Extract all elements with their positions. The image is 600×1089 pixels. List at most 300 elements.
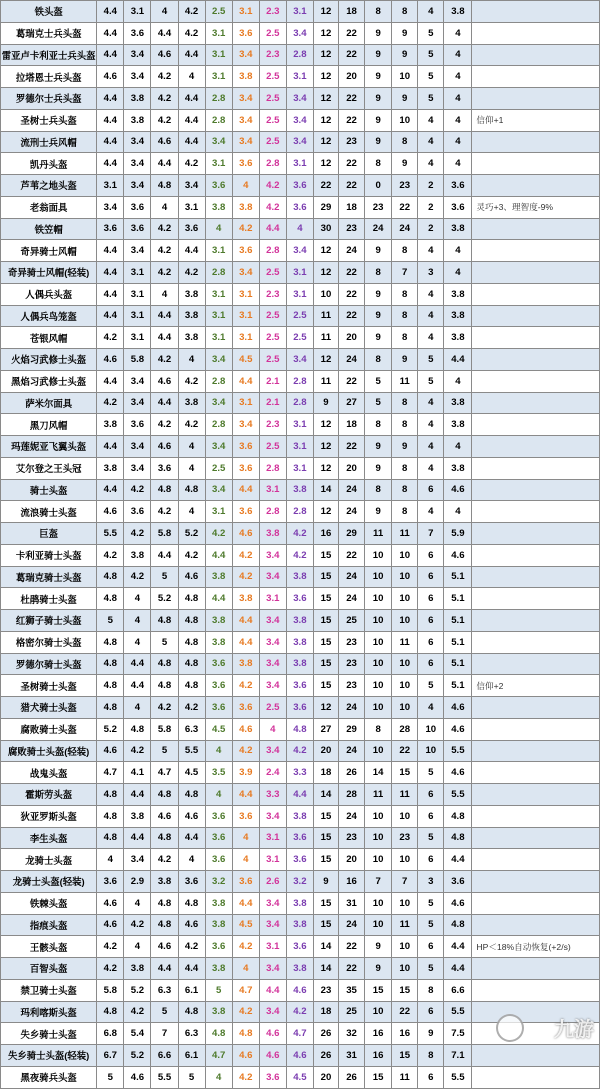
stat-cell: 4.6: [151, 805, 178, 827]
stat-cell: 25: [339, 610, 365, 632]
stat-cell: 4.2: [151, 109, 178, 131]
stat-cell: 6.7: [97, 1045, 124, 1067]
stat-cell: 10: [365, 566, 392, 588]
stat-cell: 4: [232, 175, 259, 197]
stat-cell: 3.6: [97, 218, 124, 240]
helmet-name-cell: 红狮子骑士头盔: [1, 610, 97, 632]
stat-cell: 5: [418, 914, 444, 936]
stat-cell: 4.8: [97, 631, 124, 653]
stat-cell: 4.4: [97, 370, 124, 392]
stat-cell: 2.4: [259, 762, 286, 784]
stat-cell: 3.4: [259, 1001, 286, 1023]
stat-cell: 3.6: [232, 457, 259, 479]
stat-cell: 3.6: [232, 153, 259, 175]
stat-cell: 3.1: [124, 327, 151, 349]
stat-cell: 6: [418, 479, 444, 501]
stat-cell: 12: [313, 109, 338, 131]
stat-cell: 10: [392, 544, 418, 566]
stat-cell: 29: [339, 523, 365, 545]
stat-cell: 4.4: [232, 631, 259, 653]
stat-cell: 6: [418, 805, 444, 827]
stat-cell: 3.8: [286, 631, 313, 653]
stat-cell: 3: [418, 262, 444, 284]
stat-cell: 4.4: [124, 653, 151, 675]
effect-note-cell: [472, 436, 600, 458]
helmet-name-cell: 玛莲妮亚飞翼头盔: [1, 436, 97, 458]
stat-cell: 8: [392, 501, 418, 523]
stat-cell: 3.8: [124, 88, 151, 110]
stat-cell: 29: [313, 196, 338, 218]
stat-cell: 5: [418, 66, 444, 88]
stat-cell: 4.5: [232, 914, 259, 936]
stat-cell: 5: [418, 762, 444, 784]
stat-cell: 23: [392, 175, 418, 197]
stat-cell: 2.8: [205, 109, 232, 131]
stat-cell: 4.6: [232, 1045, 259, 1067]
helmet-name-cell: 流浪骑士头盔: [1, 501, 97, 523]
stat-cell: 3.4: [205, 436, 232, 458]
stat-cell: 3.8: [124, 805, 151, 827]
stat-cell: 5.2: [124, 1045, 151, 1067]
stat-cell: 24: [339, 740, 365, 762]
stat-cell: 5: [418, 675, 444, 697]
stat-cell: 4: [232, 958, 259, 980]
stat-cell: 9: [392, 349, 418, 371]
stat-cell: 4.8: [151, 479, 178, 501]
stat-cell: 6.3: [151, 979, 178, 1001]
stat-cell: 3.4: [259, 631, 286, 653]
stat-cell: 4.4: [97, 1, 124, 23]
stat-cell: 3.8: [151, 871, 178, 893]
effect-note-cell: [472, 305, 600, 327]
stat-cell: 3.1: [124, 262, 151, 284]
helmet-name-cell: 霍斯劳头盔: [1, 784, 97, 806]
stat-cell: 4: [124, 631, 151, 653]
stat-cell: 10: [365, 740, 392, 762]
stat-cell: 9: [365, 457, 392, 479]
stat-cell: 15: [313, 566, 338, 588]
stat-cell: 10: [365, 892, 392, 914]
stat-cell: 9: [365, 283, 392, 305]
stat-cell: 22: [392, 740, 418, 762]
stat-cell: 15: [365, 1066, 392, 1088]
stat-cell: 3.8: [205, 631, 232, 653]
stat-cell: 2: [418, 175, 444, 197]
stat-cell: 24: [339, 697, 365, 719]
stat-cell: 4.8: [97, 588, 124, 610]
stat-cell: 9: [365, 240, 392, 262]
helmet-name-cell: 人偶兵头盔: [1, 283, 97, 305]
stat-cell: 4.2: [259, 175, 286, 197]
table-row: [1, 501, 600, 523]
effect-note-cell: [472, 22, 600, 44]
watermark-text: 九游: [554, 1017, 594, 1041]
stat-cell: 3.1: [97, 175, 124, 197]
stat-cell: 4.4: [232, 370, 259, 392]
stat-cell: 3.1: [205, 501, 232, 523]
stat-cell: 3.6: [205, 936, 232, 958]
stat-cell: 3.4: [286, 240, 313, 262]
stat-cell: 3.1: [232, 392, 259, 414]
stat-cell: 3.4: [286, 22, 313, 44]
stat-cell: 4.4: [232, 610, 259, 632]
stat-cell: 3.1: [205, 283, 232, 305]
stat-cell: 3.6: [178, 871, 205, 893]
stat-cell: 4.4: [97, 109, 124, 131]
table-row: [1, 175, 600, 197]
stat-cell: 4.2: [286, 523, 313, 545]
stat-cell: 3.8: [205, 914, 232, 936]
stat-cell: 3.8: [178, 327, 205, 349]
stat-cell: 32: [339, 1023, 365, 1045]
stat-cell: 22: [339, 153, 365, 175]
stat-cell: 2.8: [286, 370, 313, 392]
stat-cell: 3.1: [259, 827, 286, 849]
stat-cell: 2.8: [259, 240, 286, 262]
stat-cell: 12: [313, 22, 338, 44]
stat-cell: 2.1: [259, 392, 286, 414]
stat-cell: 10: [418, 718, 444, 740]
stat-cell: 2.5: [205, 457, 232, 479]
stat-cell: 9: [365, 44, 392, 66]
stat-cell: 4.6: [151, 436, 178, 458]
stat-cell: 4.7: [205, 1045, 232, 1067]
helmet-name-cell: 龙骑士头盔(轻装): [1, 871, 97, 893]
stat-cell: 4.2: [178, 1, 205, 23]
effect-note-cell: [472, 610, 600, 632]
stat-cell: 5.5: [444, 740, 472, 762]
stat-cell: 8: [365, 1, 392, 23]
stat-cell: 4.4: [151, 22, 178, 44]
stat-cell: 10: [392, 653, 418, 675]
stat-cell: 4.4: [97, 305, 124, 327]
stat-cell: 8: [365, 262, 392, 284]
effect-note-cell: [472, 131, 600, 153]
effect-note-cell: [472, 479, 600, 501]
stat-cell: 4: [444, 262, 472, 284]
effect-note-cell: [472, 849, 600, 871]
stat-cell: 11: [313, 327, 338, 349]
stat-cell: 3.1: [205, 327, 232, 349]
effect-note-cell: [472, 588, 600, 610]
stat-cell: 8: [365, 153, 392, 175]
stat-cell: 9: [365, 958, 392, 980]
stat-cell: 4: [124, 936, 151, 958]
stat-cell: 23: [339, 631, 365, 653]
stat-cell: 4.2: [232, 566, 259, 588]
stat-cell: 3.8: [232, 196, 259, 218]
stat-cell: 4: [97, 849, 124, 871]
stat-cell: 11: [365, 523, 392, 545]
table-row: [1, 457, 600, 479]
helmet-name-cell: 铁头盔: [1, 1, 97, 23]
stat-cell: 4: [418, 414, 444, 436]
stat-cell: 4.8: [97, 1001, 124, 1023]
stat-cell: 6: [418, 936, 444, 958]
stat-cell: 4: [178, 849, 205, 871]
stat-cell: 3.6: [178, 218, 205, 240]
stat-cell: 3.4: [124, 436, 151, 458]
stat-cell: 15: [392, 762, 418, 784]
stat-cell: 3.6: [286, 196, 313, 218]
stat-cell: 10: [392, 805, 418, 827]
stat-cell: 4.8: [97, 697, 124, 719]
table-row: [1, 327, 600, 349]
stat-cell: 4: [444, 436, 472, 458]
stat-cell: 4: [151, 283, 178, 305]
stat-cell: 4.4: [178, 958, 205, 980]
stat-cell: 6.3: [178, 1023, 205, 1045]
stat-cell: 2.5: [259, 22, 286, 44]
helmet-name-cell: 腐败骑士头盔(轻装): [1, 740, 97, 762]
stat-cell: 4.4: [97, 88, 124, 110]
helmet-name-cell: 人偶兵鸟笼盔: [1, 305, 97, 327]
stat-cell: 3.1: [259, 479, 286, 501]
stat-cell: 4.2: [151, 218, 178, 240]
stat-cell: 24: [339, 240, 365, 262]
stat-cell: 4: [205, 784, 232, 806]
table-row: [1, 44, 600, 66]
stat-cell: 3.4: [259, 740, 286, 762]
stat-cell: 3.3: [259, 784, 286, 806]
stat-cell: 11: [392, 914, 418, 936]
stat-cell: 5: [151, 631, 178, 653]
stat-cell: 4: [124, 588, 151, 610]
stat-cell: 3.4: [259, 958, 286, 980]
stat-cell: 3.1: [232, 327, 259, 349]
stat-cell: 5: [97, 610, 124, 632]
stat-cell: 11: [392, 523, 418, 545]
stat-cell: 3.6: [232, 240, 259, 262]
stat-cell: 4.4: [178, 109, 205, 131]
stat-cell: 27: [339, 392, 365, 414]
stat-cell: 4.8: [151, 892, 178, 914]
table-row: [1, 22, 600, 44]
stat-cell: 3.8: [205, 958, 232, 980]
stat-cell: 4: [444, 109, 472, 131]
helmet-name-cell: 黑刀风帽: [1, 414, 97, 436]
stat-cell: 15: [392, 1045, 418, 1067]
table-row: [1, 262, 600, 284]
stat-cell: 3.8: [286, 914, 313, 936]
stat-cell: 24: [339, 914, 365, 936]
helmet-name-cell: 格密尔骑士头盔: [1, 631, 97, 653]
stat-cell: 3.1: [232, 283, 259, 305]
stat-cell: 7: [365, 871, 392, 893]
stat-cell: 3.4: [232, 414, 259, 436]
stat-cell: 3.4: [97, 196, 124, 218]
table-row: [1, 762, 600, 784]
stat-cell: 3.1: [286, 414, 313, 436]
table-row: [1, 653, 600, 675]
table-row: [1, 392, 600, 414]
stat-cell: 2.5: [259, 262, 286, 284]
stat-cell: 4.4: [205, 544, 232, 566]
stat-cell: 2.5: [286, 305, 313, 327]
stat-cell: 22: [339, 109, 365, 131]
stat-cell: 10: [365, 610, 392, 632]
stat-cell: 4.7: [97, 762, 124, 784]
stat-cell: 5.8: [97, 979, 124, 1001]
stat-cell: 9: [392, 44, 418, 66]
stat-cell: 2.3: [259, 1, 286, 23]
stat-cell: 3.8: [444, 392, 472, 414]
helmet-name-cell: 巨盔: [1, 523, 97, 545]
stat-cell: 3.8: [444, 283, 472, 305]
effect-note-cell: [472, 762, 600, 784]
stat-cell: 8: [392, 305, 418, 327]
stat-cell: 5: [97, 1066, 124, 1088]
stat-cell: 3.4: [259, 566, 286, 588]
stat-cell: 3.4: [124, 175, 151, 197]
stat-cell: 4.2: [286, 740, 313, 762]
table-row: [1, 805, 600, 827]
effect-note-cell: 灵巧+3、理智度-9%: [472, 196, 600, 218]
stat-cell: 4: [444, 88, 472, 110]
stat-cell: 11: [392, 1066, 418, 1088]
stat-cell: 23: [339, 653, 365, 675]
stat-cell: 20: [339, 66, 365, 88]
stat-cell: 2.8: [205, 414, 232, 436]
stat-cell: 4.2: [286, 544, 313, 566]
stat-cell: 4.8: [232, 1023, 259, 1045]
stat-cell: 4.4: [178, 44, 205, 66]
stat-cell: 5: [418, 827, 444, 849]
stat-cell: 10: [392, 675, 418, 697]
effect-note-cell: [472, 631, 600, 653]
stat-cell: 5.1: [444, 566, 472, 588]
stat-cell: 4.2: [286, 1001, 313, 1023]
stat-cell: 5.1: [444, 675, 472, 697]
stat-cell: 4.2: [232, 218, 259, 240]
stat-cell: 4: [444, 240, 472, 262]
stat-cell: 3.1: [286, 436, 313, 458]
effect-note-cell: [472, 88, 600, 110]
helmet-name-cell: 铁棘头盔: [1, 892, 97, 914]
stat-cell: 4.6: [151, 936, 178, 958]
stat-cell: 24: [339, 349, 365, 371]
table-row: [1, 88, 600, 110]
stat-cell: 4.4: [151, 305, 178, 327]
stat-cell: 3.8: [124, 109, 151, 131]
stat-cell: 3.8: [124, 958, 151, 980]
stat-cell: 3.6: [286, 175, 313, 197]
stat-cell: 4.6: [259, 1045, 286, 1067]
stat-cell: 5: [151, 740, 178, 762]
stat-cell: 3.8: [259, 523, 286, 545]
stat-cell: 15: [313, 849, 338, 871]
stat-cell: 4.8: [178, 1001, 205, 1023]
stat-cell: 4.2: [178, 262, 205, 284]
stat-cell: 4.8: [151, 175, 178, 197]
stat-cell: 3.4: [205, 479, 232, 501]
stat-cell: 3.4: [124, 457, 151, 479]
stat-cell: 4.4: [232, 892, 259, 914]
stat-cell: 8: [392, 240, 418, 262]
stat-cell: 5.1: [444, 653, 472, 675]
stat-cell: 4.4: [124, 784, 151, 806]
helmet-name-cell: 葛瑞克骑士头盔: [1, 566, 97, 588]
stat-cell: 4: [259, 718, 286, 740]
stat-cell: 3.4: [178, 175, 205, 197]
stat-cell: 3.4: [205, 392, 232, 414]
helmet-name-cell: 失乡骑士头盔(轻装): [1, 1045, 97, 1067]
stat-cell: 11: [365, 784, 392, 806]
stat-cell: 4: [418, 501, 444, 523]
stat-cell: 8: [418, 1045, 444, 1067]
stat-cell: 11: [392, 370, 418, 392]
stat-cell: 2.5: [259, 327, 286, 349]
stat-cell: 4.2: [178, 414, 205, 436]
stat-cell: 4: [444, 44, 472, 66]
effect-note-cell: [472, 175, 600, 197]
stat-cell: 20: [313, 740, 338, 762]
stat-cell: 4: [205, 1066, 232, 1088]
stat-cell: 10: [365, 544, 392, 566]
stat-cell: 3.8: [205, 1001, 232, 1023]
stat-cell: 3.1: [286, 457, 313, 479]
table-row: [1, 370, 600, 392]
stat-cell: 5: [418, 44, 444, 66]
stat-cell: 3.1: [205, 153, 232, 175]
stat-cell: 6: [418, 653, 444, 675]
stat-cell: 4.2: [205, 523, 232, 545]
stat-cell: 4: [418, 305, 444, 327]
stat-cell: 4.8: [124, 718, 151, 740]
stat-cell: 26: [339, 762, 365, 784]
helmet-name-cell: 战鬼头盔: [1, 762, 97, 784]
stat-cell: 4.6: [97, 892, 124, 914]
stat-cell: 23: [339, 827, 365, 849]
stat-cell: 22: [339, 436, 365, 458]
effect-note-cell: [472, 414, 600, 436]
stat-cell: 4.2: [178, 697, 205, 719]
stat-cell: 5.5: [444, 1001, 472, 1023]
stat-cell: 4.8: [178, 610, 205, 632]
stat-cell: 8: [365, 718, 392, 740]
stat-cell: 4.2: [151, 349, 178, 371]
stat-cell: 2.5: [259, 436, 286, 458]
stat-cell: 4.8: [178, 892, 205, 914]
stat-cell: 3.4: [124, 131, 151, 153]
stat-cell: 9: [365, 436, 392, 458]
stat-cell: 16: [392, 1023, 418, 1045]
stat-cell: 4.8: [205, 1023, 232, 1045]
effect-note-cell: [472, 240, 600, 262]
stat-cell: 6.6: [151, 1045, 178, 1067]
helmet-name-cell: 拉塔恩士兵头盔: [1, 66, 97, 88]
stat-cell: 9: [392, 436, 418, 458]
table-row: [1, 109, 600, 131]
effect-note-cell: [472, 544, 600, 566]
stat-cell: 22: [339, 544, 365, 566]
stat-cell: 8: [365, 479, 392, 501]
stat-cell: 3.8: [178, 392, 205, 414]
stat-cell: 3.6: [205, 697, 232, 719]
helmet-name-cell: 老翁面具: [1, 196, 97, 218]
stat-cell: 8: [392, 414, 418, 436]
stat-cell: 3.4: [232, 109, 259, 131]
stat-cell: 15: [365, 979, 392, 1001]
stat-cell: 4.2: [232, 544, 259, 566]
effect-note-cell: [472, 66, 600, 88]
stat-cell: 23: [339, 218, 365, 240]
stat-cell: 22: [339, 262, 365, 284]
stat-cell: 4: [205, 218, 232, 240]
stat-cell: 7.5: [444, 1023, 472, 1045]
stat-cell: 10: [392, 109, 418, 131]
stat-cell: 4.2: [178, 936, 205, 958]
